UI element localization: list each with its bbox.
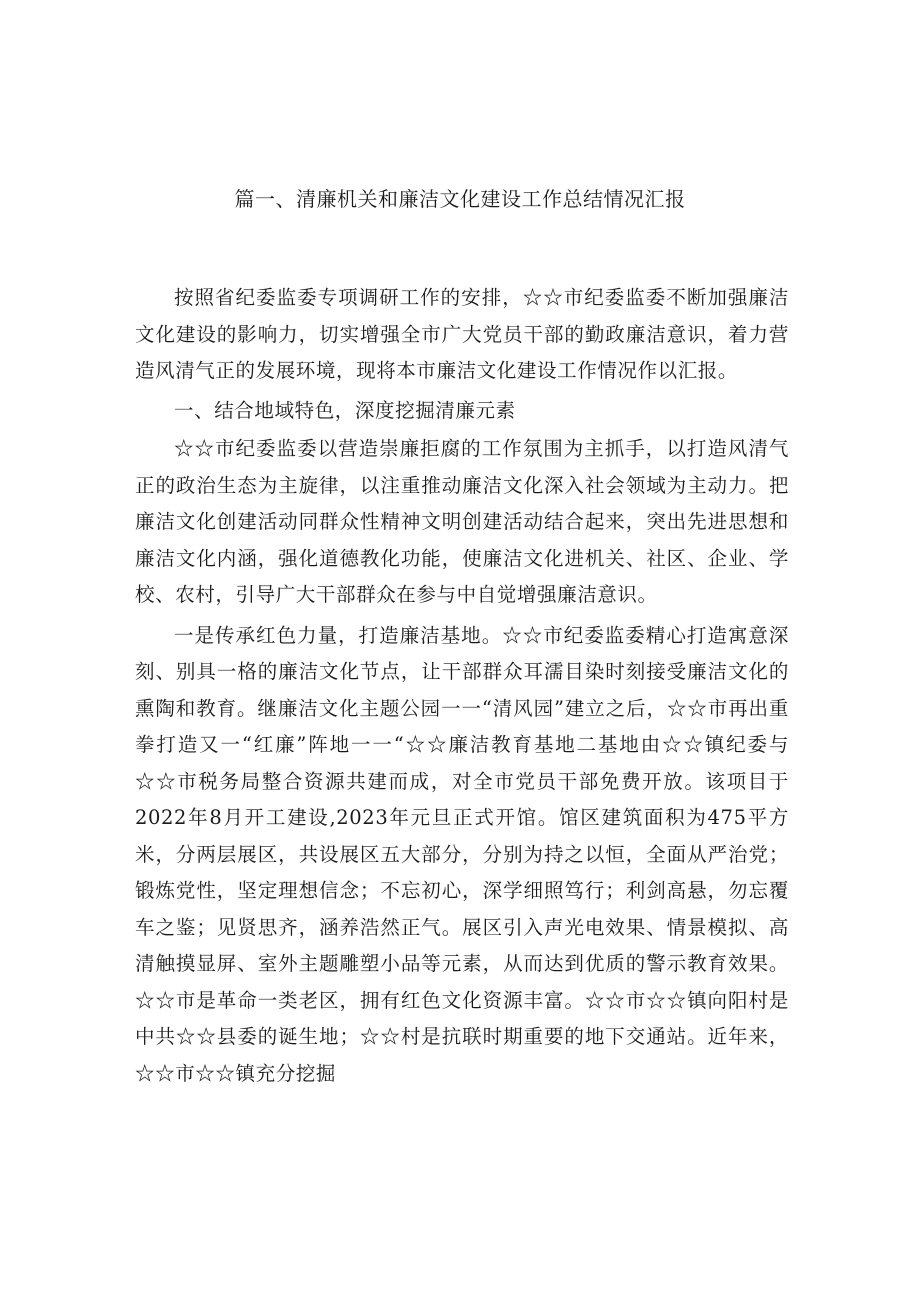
- section-paragraph: ☆☆市纪委监委以营造崇廉拒腐的工作氛围为主抓手，以打造风清气正的政治生态为主旋律，以注重推动廉洁文化深入社会领域为主动力。把廉洁文化创建活动同群众性精神文明创建活动结合起来，突出先进思想和廉洁文化内涵，强化道德教化功能，使廉洁文化进机关、社区、企业、学校、农村，引导广大干部群众在参与中自觉增强廉洁意识。: [135, 437, 789, 606]
- document-title: 篇一、清廉机关和廉洁文化建设工作总结情况汇报: [234, 187, 686, 211]
- section-paragraph-two: 一是传承红色力量，打造廉洁基地。☆☆市纪委监委精心打造寓意深刻、别具一格的廉洁文化节点，让干部群众耳濡目染时刻接受廉洁文化的熏陶和教育。继廉洁文化主题公园一一“清风园”建立之后，☆☆市再出重拳打造又一“红廉”阵地一一“☆☆廉洁教育基地二基地由☆☆镇纪委与☆☆市税务局整合资源共建而成，对全市党员干部免费开放。该项目于2022年8月开工建设,2023年元旦正式开馆。馆区建筑面积为475平方米，分两层展区，共设展区五大部分，分别为持之以恒，全面从严治党；锻炼党性，坚定理想信念；不忘初心，深学细照笃行；利剑高悬，勿忘覆车之鉴；见贤思齐，涵养浩然正气。展区引入声光电效果、情景模拟、高清触摸显屏、室外主题雕塑小品等元素，从而达到优质的警示教育效果。☆☆市是革命一类老区，拥有红色文化资源丰富。☆☆市☆☆镇向阳村是中共☆☆县委的诞生地；☆☆村是抗联时期重要的地下交通站。近年来，☆☆市☆☆镇充分挖掘: [135, 623, 789, 1085]
- document-body: [135, 280, 789, 1092]
- intro-paragraph: 按照省纪委监委专项调研工作的安排，☆☆市纪委监委不断加强廉洁文化建设的影响力，切实增强全市广大党员干部的勤政廉洁意识，着力营造风清气正的发展环境，现将本市廉洁文化建设工作情况作以汇报。: [135, 286, 789, 382]
- section-heading: 一、结合地域特色，深度挖掘清廉元素: [174, 398, 516, 422]
